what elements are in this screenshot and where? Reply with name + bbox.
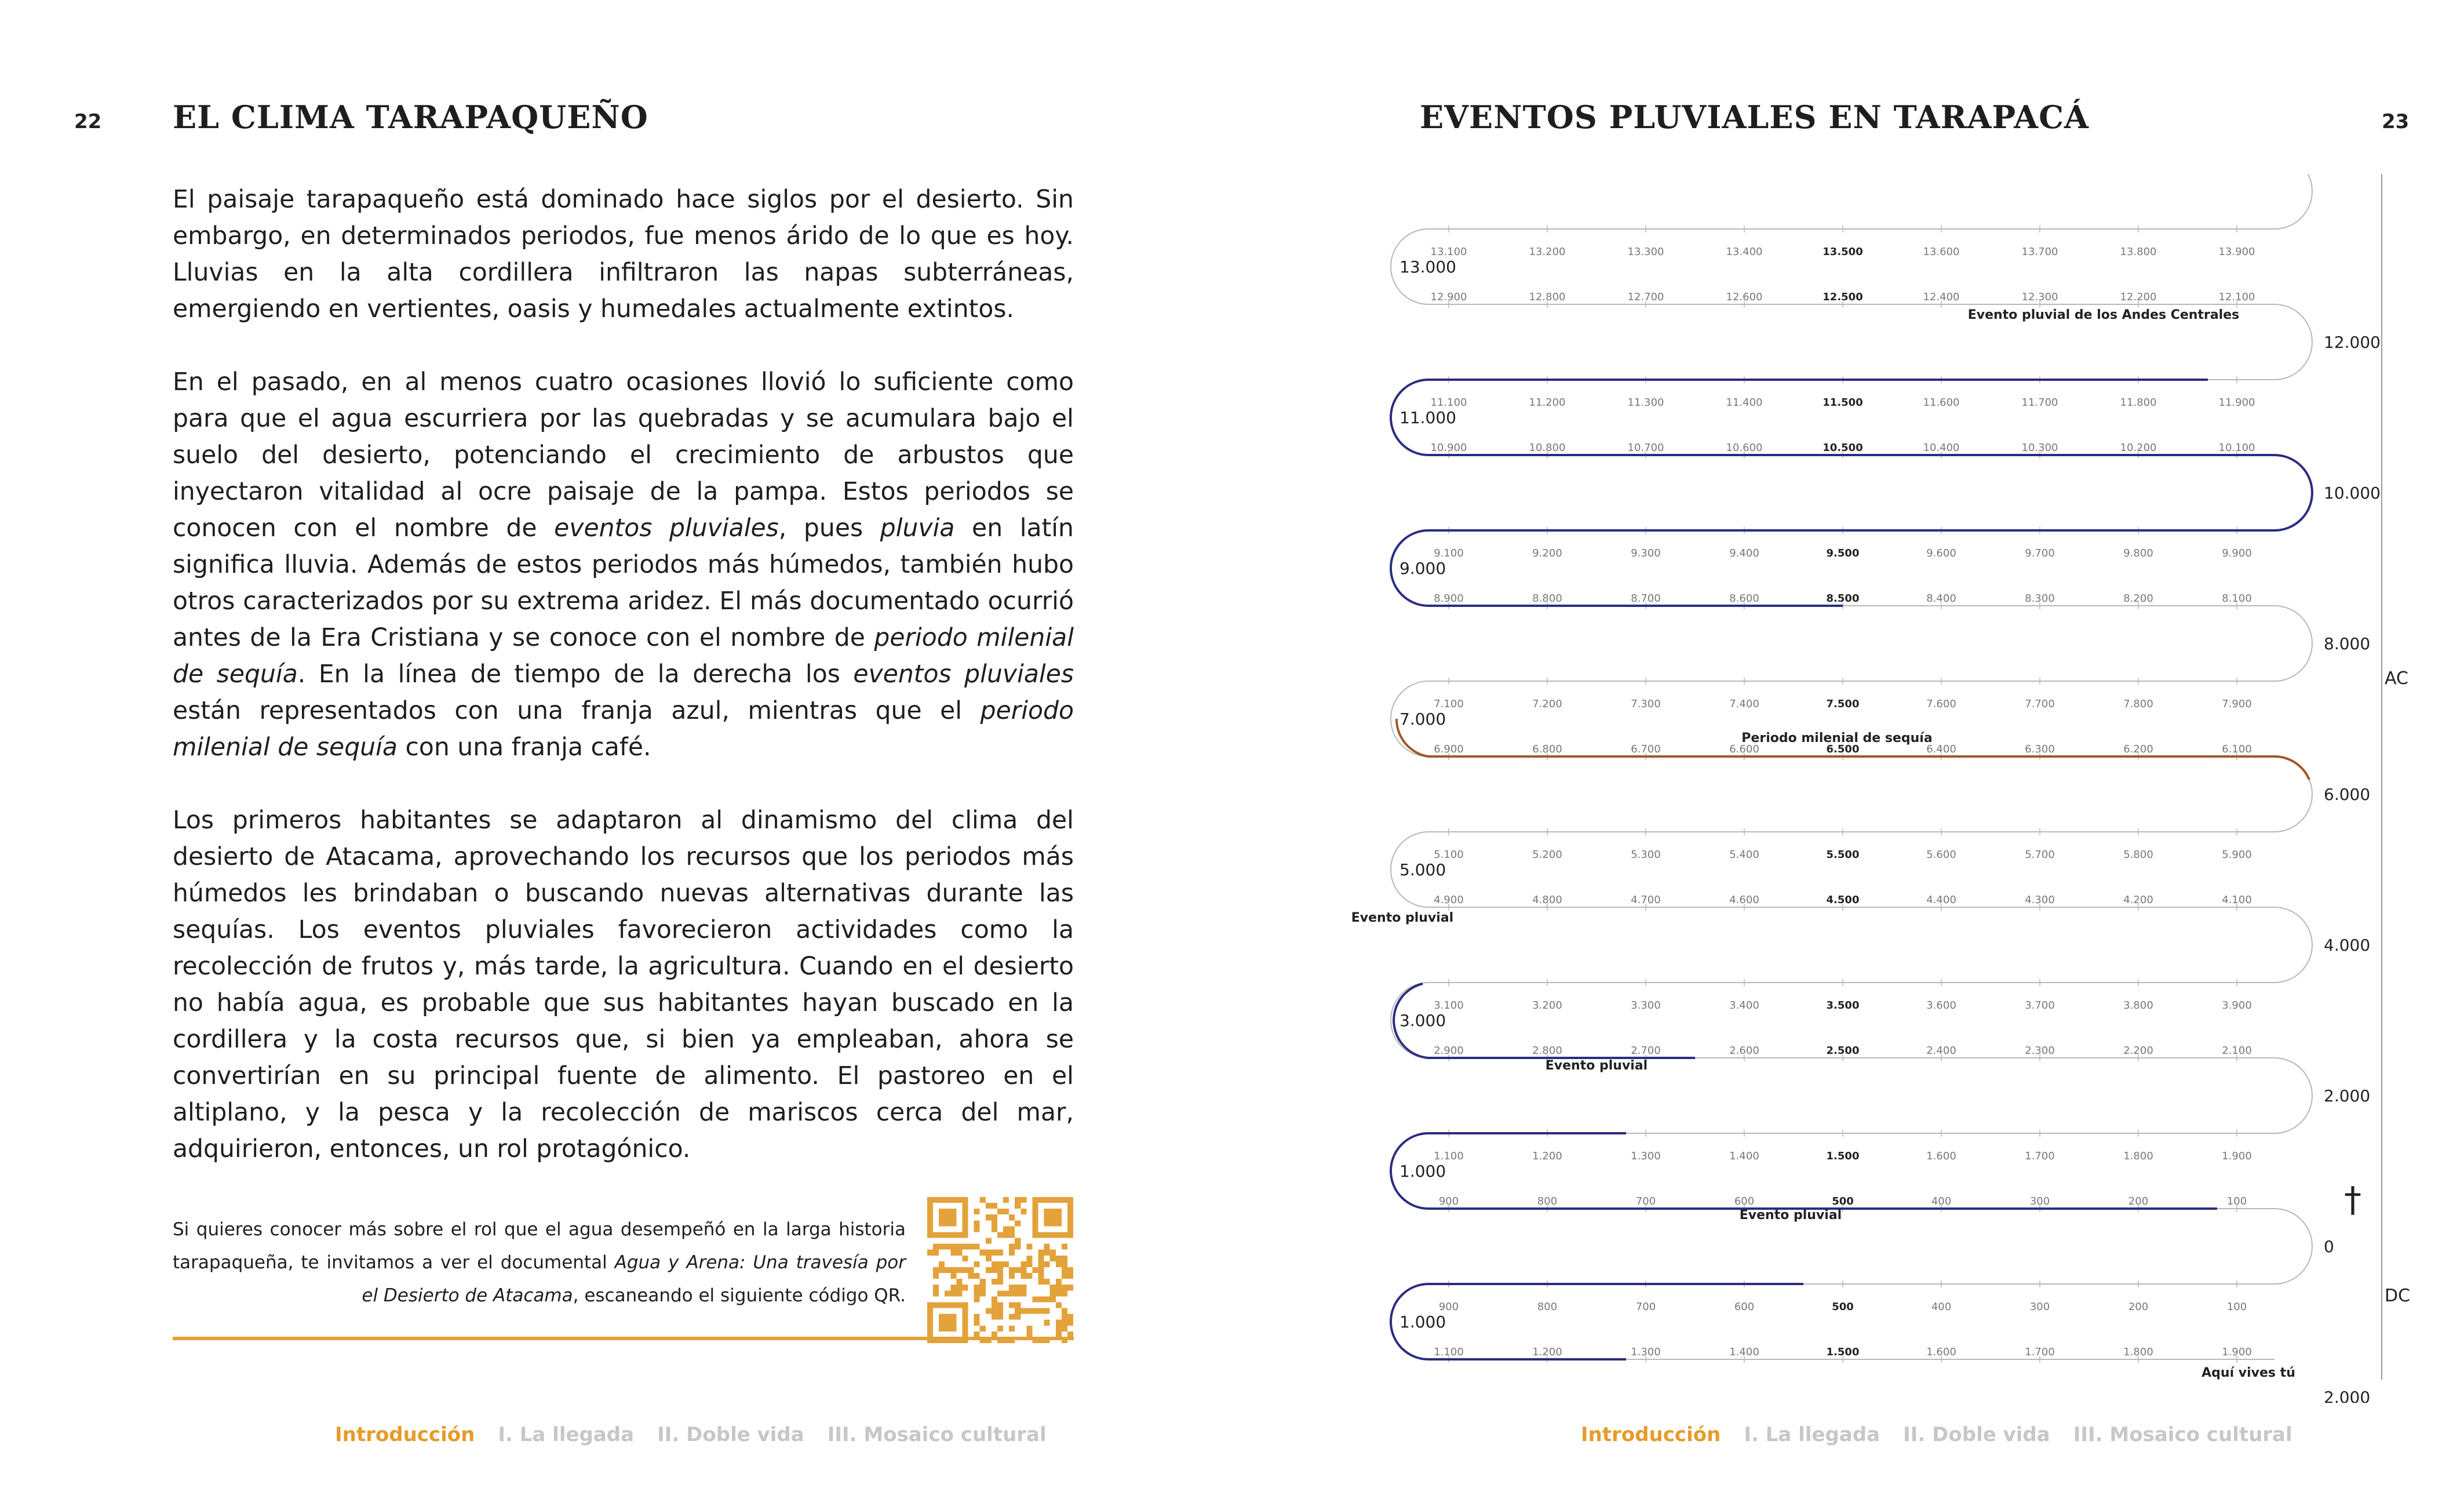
tick-label: 8.200: [2123, 592, 2153, 605]
nav-mosaico-cultural-right[interactable]: III. Mosaico cultural: [2073, 1423, 2292, 1446]
tick-label: 10.500: [1823, 442, 1863, 454]
tick-label: 7.500: [1826, 698, 1860, 710]
tick-label: 13.700: [2021, 246, 2058, 258]
tick-label: 8.300: [2025, 592, 2055, 605]
tick-label: 5.400: [1729, 849, 1759, 861]
tick-label: 11.600: [1923, 396, 1960, 409]
tick-label: 2.700: [1631, 1045, 1661, 1057]
tick-label: 4.200: [2123, 894, 2153, 906]
tick-label: 3.500: [1826, 999, 1860, 1012]
page-number-left: 22: [74, 110, 102, 133]
tick-label: 11.800: [2120, 396, 2157, 409]
tick-label: 13.800: [2120, 246, 2157, 258]
tick-label: 7.100: [1434, 698, 1464, 710]
millennium-label: 12.000: [2324, 333, 2381, 352]
tick-label: 9.700: [2025, 547, 2055, 559]
track-loop-right: [2275, 174, 2312, 229]
tick-label: 11.300: [1627, 396, 1664, 409]
tick-label: 1.400: [1729, 1346, 1759, 1358]
tick-label: 9.600: [1926, 547, 1956, 559]
tick-label: 6.400: [1926, 743, 1956, 755]
tick-label: 5.200: [1532, 849, 1562, 861]
tick-label: 1.300: [1631, 1150, 1661, 1162]
millennium-label: 2.000: [2324, 1086, 2371, 1105]
tick-label: 10.100: [2218, 442, 2255, 454]
tick-label: 10.300: [2021, 442, 2058, 454]
tick-label: 800: [1537, 1301, 1558, 1313]
tick-label: 9.900: [2222, 547, 2252, 559]
tick-label: 1.700: [2025, 1346, 2055, 1358]
tick-label: 1.400: [1729, 1150, 1759, 1162]
tick-label: 1.800: [2123, 1150, 2153, 1162]
tick-label: 400: [1931, 1301, 1952, 1313]
tick-label: 1.600: [1926, 1150, 1956, 1162]
tick-label: 300: [2029, 1195, 2050, 1207]
track-loop-right: [2275, 907, 2312, 983]
nav-mosaico-cultural-left[interactable]: III. Mosaico cultural: [827, 1423, 1047, 1446]
tick-label: 9.800: [2123, 547, 2153, 559]
tick-label: 400: [1931, 1195, 1952, 1207]
tick-label: 1.100: [1434, 1150, 1464, 1162]
tick-label: 11.700: [2021, 396, 2058, 409]
tick-label: 13.300: [1627, 246, 1664, 258]
nav-introduccion-right[interactable]: Introducción: [1581, 1423, 1721, 1446]
tick-label: 100: [2226, 1195, 2247, 1207]
tick-label: 10.200: [2120, 442, 2157, 454]
tick-label: 10.800: [1529, 442, 1566, 454]
tick-label: 2.200: [2123, 1045, 2153, 1057]
tick-label: 6.600: [1729, 743, 1759, 755]
nav-introduccion-left[interactable]: Introducción: [335, 1423, 475, 1446]
event-label: Evento pluvial de los Andes Centrales: [1967, 308, 2240, 322]
tick-label: 2.300: [2025, 1045, 2055, 1057]
tick-label: 10.700: [1627, 442, 1664, 454]
tick-label: 13.900: [2218, 246, 2255, 258]
body-text: [173, 181, 1074, 1167]
tick-label: 13.400: [1726, 246, 1763, 258]
qr-caption: Si quieres conocer más sobre el rol que el agua desempeñó en la larga historia tarapaqueña, te invitamos a ver el documental Agua y Arena: Una travesía por el Desierto de Atacama, escaneando el siguiente código QR.: [173, 1219, 906, 1306]
tick-label: 1.200: [1532, 1150, 1562, 1162]
row-label: 13.000: [1399, 257, 1456, 277]
rain-band-1000ac: [1391, 1133, 2217, 1209]
tick-label: 12.500: [1823, 291, 1863, 303]
tick-label: 500: [1832, 1195, 1854, 1207]
tick-label: 6.700: [1631, 743, 1661, 755]
tick-label: 3.900: [2222, 999, 2252, 1012]
tick-label: 11.900: [2218, 396, 2255, 409]
event-label: Periodo milenial de sequía: [1741, 731, 1933, 745]
row-label: 7.000: [1399, 710, 1446, 729]
track-loop-right: [2275, 756, 2312, 832]
tick-label: 12.900: [1430, 291, 1467, 303]
tick-label: 2.400: [1926, 1045, 1956, 1057]
tick-label: 3.400: [1729, 999, 1759, 1012]
tick-label: 200: [2128, 1195, 2149, 1207]
tick-label: 4.500: [1826, 894, 1860, 906]
tick-label: 8.100: [2222, 592, 2252, 605]
tick-label: 5.700: [2025, 849, 2055, 861]
tick-label: 9.400: [1729, 547, 1759, 559]
cross-symbol: †: [2344, 1180, 2361, 1220]
track-loop-right: [2275, 304, 2312, 380]
era-label-dc: DC: [2385, 1286, 2411, 1306]
row-label: 1.000: [1399, 1312, 1446, 1332]
tick-label: 1.500: [1826, 1150, 1860, 1162]
page-title-left: EL CLIMA TARAPAQUEÑO: [173, 99, 648, 136]
tick-label: 12.800: [1529, 291, 1566, 303]
tick-label: 4.900: [1434, 894, 1464, 906]
tick-label: 2.900: [1434, 1045, 1464, 1057]
qr-code-icon[interactable]: [927, 1197, 1073, 1343]
tick-label: 700: [1635, 1301, 1656, 1313]
tick-label: 7.900: [2222, 698, 2252, 710]
tick-label: 7.800: [2123, 698, 2153, 710]
tick-label: 200: [2128, 1301, 2149, 1313]
nav-doble-vida-right[interactable]: II. Doble vida: [1903, 1423, 2050, 1446]
paragraph-1: El paisaje tarapaqueño está dominado hace siglos por el desierto. Sin embargo, en determinados periodos, fue menos árido de lo que es hoy. Lluvias en la alta cordillera infiltraron las napas subterráneas, emergiendo en vertientes, oasis y humedales actualmente extintos.: [173, 185, 1074, 323]
tick-label: 10.900: [1430, 442, 1467, 454]
track-loop-right: [2275, 606, 2312, 681]
footer-nav-right: [1581, 1423, 2292, 1446]
tick-label: 2.600: [1729, 1045, 1759, 1057]
tick-label: 4.700: [1631, 894, 1661, 906]
tick-label: 3.600: [1926, 999, 1956, 1012]
tick-label: 1.800: [2123, 1346, 2153, 1358]
tick-label: 7.300: [1631, 698, 1661, 710]
millennium-label: 10.000: [2324, 483, 2381, 503]
tick-label: 4.300: [2025, 894, 2055, 906]
tick-label: 3.700: [2025, 999, 2055, 1012]
tick-label: 8.900: [1434, 592, 1464, 605]
track-loop-right: [2275, 455, 2312, 530]
tick-label: 12.200: [2120, 291, 2157, 303]
tick-label: 900: [1438, 1301, 1459, 1313]
tick-label: 5.300: [1631, 849, 1661, 861]
nav-la-llegada-right[interactable]: I. La llegada: [1744, 1423, 1880, 1446]
tick-label: 1.700: [2025, 1150, 2055, 1162]
tick-label: 13.500: [1823, 246, 1863, 258]
tick-label: 500: [1832, 1301, 1854, 1313]
tick-label: 6.500: [1826, 743, 1860, 755]
tick-label: 8.600: [1729, 592, 1759, 605]
tick-label: 8.800: [1532, 592, 1562, 605]
tick-label: 6.900: [1434, 743, 1464, 755]
track-loop-right: [2275, 1058, 2312, 1133]
tick-label: 5.100: [1434, 849, 1464, 861]
tick-label: 12.600: [1726, 291, 1763, 303]
tick-label: 10.400: [1923, 442, 1960, 454]
nav-doble-vida-left[interactable]: II. Doble vida: [657, 1423, 804, 1446]
tick-label: 13.200: [1529, 246, 1566, 258]
tick-label: 4.400: [1926, 894, 1956, 906]
event-label: Evento pluvial: [1545, 1058, 1648, 1073]
tick-label: 11.100: [1430, 396, 1467, 409]
tick-label: 13.600: [1923, 246, 1960, 258]
end-label: Aquí vives tú: [2201, 1366, 2295, 1380]
nav-la-llegada-left[interactable]: I. La llegada: [498, 1423, 635, 1446]
tick-label: 11.400: [1726, 396, 1763, 409]
tick-label: 12.700: [1627, 291, 1664, 303]
row-label: 1.000: [1399, 1162, 1446, 1181]
tick-label: 9.100: [1434, 547, 1464, 559]
tick-label: 7.700: [2025, 698, 2055, 710]
tick-label: 9.300: [1631, 547, 1661, 559]
era-label-ac: AC: [2385, 668, 2408, 689]
tick-label: 11.500: [1823, 396, 1863, 409]
millennium-label: 0: [2324, 1237, 2334, 1256]
tick-label: 700: [1635, 1195, 1656, 1207]
timeline-chart: [1321, 174, 2411, 1403]
tick-label: 6.800: [1532, 743, 1562, 755]
tick-label: 3.100: [1434, 999, 1464, 1012]
tick-label: 1.500: [1826, 1346, 1860, 1358]
rain-band-andes: [1391, 380, 2312, 606]
tick-label: 8.400: [1926, 592, 1956, 605]
event-label: Evento pluvial: [1351, 911, 1454, 925]
tick-label: 8.500: [1826, 592, 1860, 605]
tick-label: 13.100: [1430, 246, 1467, 258]
tick-label: 5.800: [2123, 849, 2153, 861]
tick-label: 6.300: [2025, 743, 2055, 755]
divider-line: [173, 1337, 1074, 1340]
tick-label: 10.600: [1726, 442, 1763, 454]
tick-label: 5.500: [1826, 849, 1860, 861]
tick-label: 3.200: [1532, 999, 1562, 1012]
tick-label: 6.200: [2123, 743, 2153, 755]
row-label: 11.000: [1399, 408, 1456, 427]
tick-label: 600: [1734, 1195, 1755, 1207]
page-number-right: 23: [2382, 110, 2410, 133]
track-loop-right: [2275, 1209, 2312, 1284]
tick-label: 2.100: [2222, 1045, 2252, 1057]
millennium-label: 6.000: [2324, 785, 2371, 804]
tick-label: 800: [1537, 1195, 1558, 1207]
tick-label: 900: [1438, 1195, 1459, 1207]
tick-label: 2.800: [1532, 1045, 1562, 1057]
tick-label: 12.300: [2021, 291, 2058, 303]
paragraph-2: En el pasado, en al menos cuatro ocasiones llovió lo suficiente como para que el agua escurriera por las quebradas y se acumulara bajo el suelo del desierto, potenciando el crecimiento de arbustos que inyectaron vitalidad al ocre paisaje de la pampa. Estos periodos se conocen con el nombre de eventos pluviales, pues pluvia en latín significa lluvia. Además de estos periodos más húmedos, también hubo otros caracterizados por su extrema aridez. El más documentado ocurrió antes de la Era Cristiana y se conoce con el nombre de periodo milenial de sequía. En la línea de tiempo de la derecha los eventos pluviales están representados con una franja azul, mientras que el periodo milenial de sequía con una franja café.: [173, 368, 1074, 762]
paragraph-3: Los primeros habitantes se adaptaron al dinamismo del clima del desierto de Atacama, aprovechando los recursos que los periodos más húmedos les brindaban o buscando nuevas alternativas durante las sequías. Los eventos pluviales favorecieron actividades como la recolección de frutos y, más tarde, la agricultura. Cuando en el desierto no había agua, es probable que sus habitantes hayan buscado en la cordillera y la costa recursos que, si bien ya empleaban, ahora se convertirían en su principal fuente de alimento. El pastoreo en el altiplano, y la pesca y la recolección de mariscos cerca del mar, adquirieron, entonces, un rol protagónico.: [173, 806, 1074, 1163]
tick-label: 4.100: [2222, 894, 2252, 906]
tick-label: 11.200: [1529, 396, 1566, 409]
footer-nav-left: [335, 1423, 1047, 1446]
tick-label: 4.800: [1532, 894, 1562, 906]
tick-label: 9.200: [1532, 547, 1562, 559]
tick-label: 7.400: [1729, 698, 1759, 710]
tick-label: 12.400: [1923, 291, 1960, 303]
tick-label: 6.100: [2222, 743, 2252, 755]
tick-label: 3.300: [1631, 999, 1661, 1012]
tick-label: 100: [2226, 1301, 2247, 1313]
tick-label: 8.700: [1631, 592, 1661, 605]
row-label: 9.000: [1399, 559, 1446, 578]
tick-label: 1.300: [1631, 1346, 1661, 1358]
tick-label: 9.500: [1826, 547, 1860, 559]
row-label: 5.000: [1399, 860, 1446, 879]
event-label: Evento pluvial: [1739, 1208, 1842, 1223]
page-title-right: EVENTOS PLUVIALES EN TARAPACÁ: [1420, 99, 2089, 136]
row-label: 3.000: [1399, 1011, 1446, 1030]
millennium-label: 4.000: [2324, 936, 2371, 955]
tick-label: 5.600: [1926, 849, 1956, 861]
tick-label: 1.100: [1434, 1346, 1464, 1358]
tick-label: 12.100: [2218, 291, 2255, 303]
tick-label: 1.200: [1532, 1346, 1562, 1358]
tick-label: 7.600: [1926, 698, 1956, 710]
tick-label: 1.900: [2222, 1150, 2252, 1162]
tick-label: 1.900: [2222, 1346, 2252, 1358]
tick-label: 1.600: [1926, 1346, 1956, 1358]
tick-label: 5.900: [2222, 849, 2252, 861]
tick-label: 7.200: [1532, 698, 1562, 710]
millennium-label: 2.000: [2324, 1388, 2371, 1403]
tick-label: 4.600: [1729, 894, 1759, 906]
millennium-label: 8.000: [2324, 634, 2371, 653]
tick-label: 600: [1734, 1301, 1755, 1313]
tick-label: 3.800: [2123, 999, 2153, 1012]
tick-label: 2.500: [1826, 1045, 1860, 1057]
tick-label: 300: [2029, 1301, 2050, 1313]
